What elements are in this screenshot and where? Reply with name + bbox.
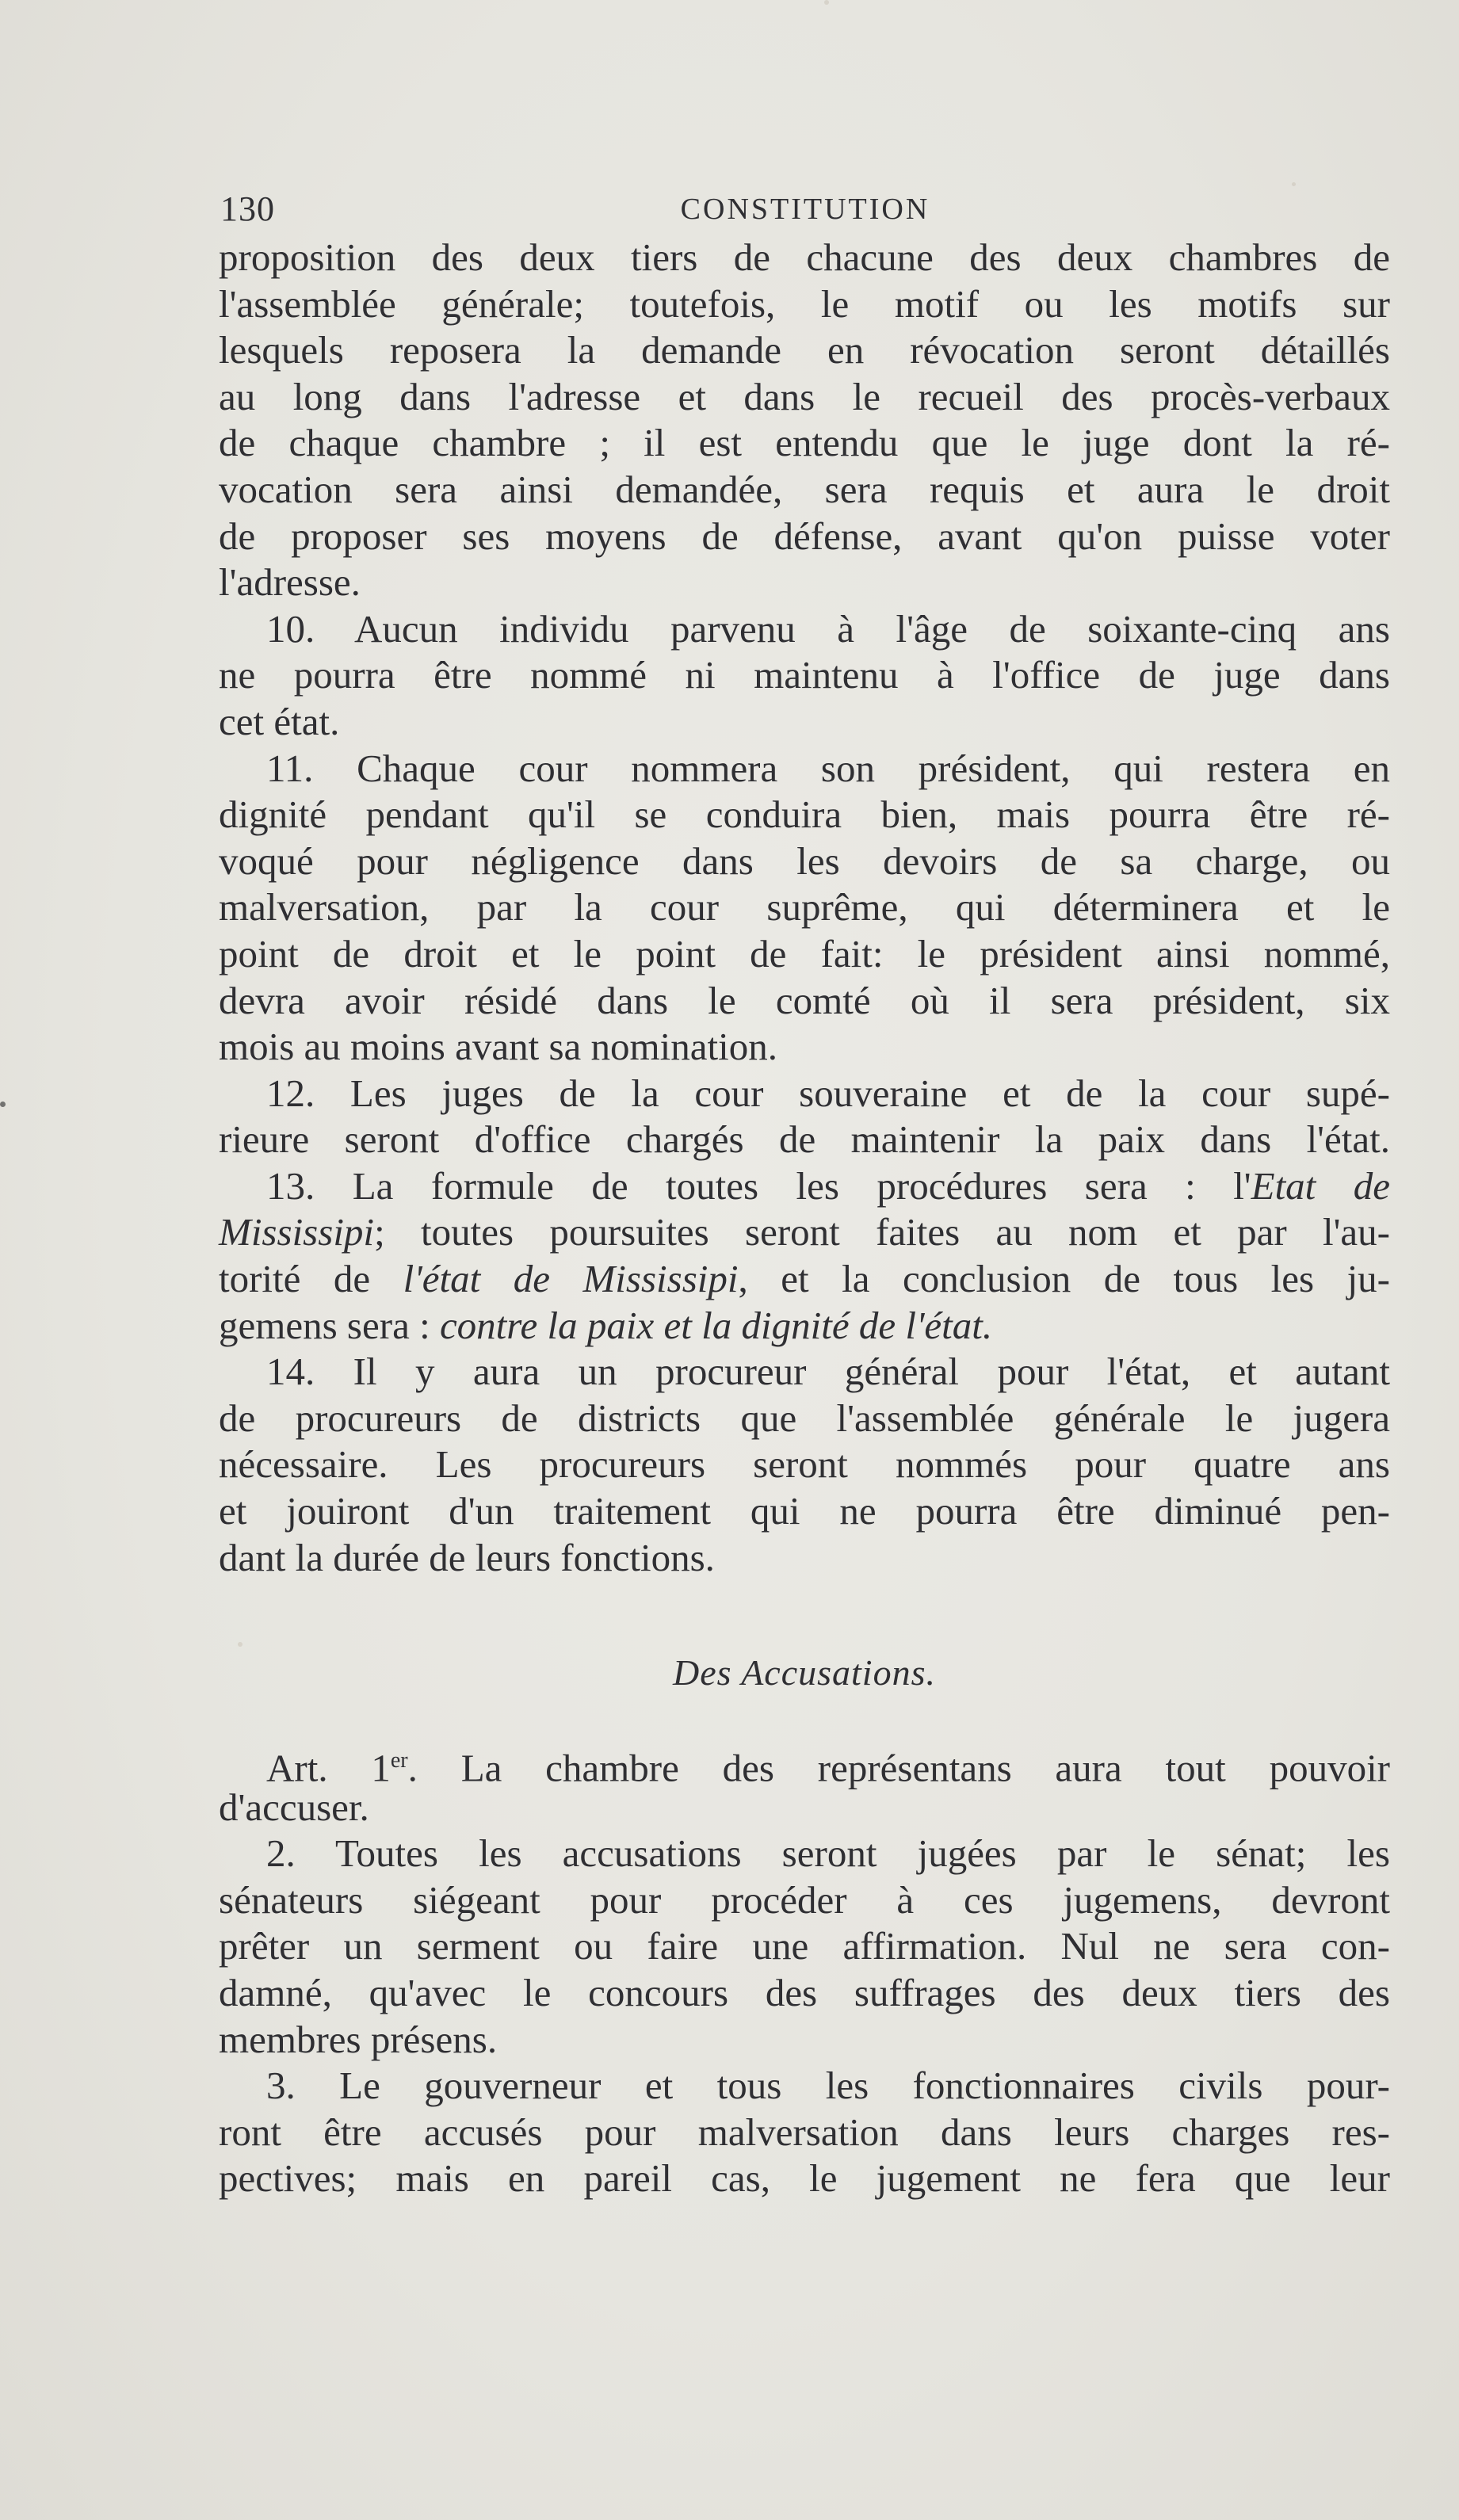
text-run: torité de	[219, 1257, 403, 1301]
text-run: 13. La formule de toutes les procédures sera : l'	[266, 1163, 1251, 1208]
text-line: damné, qu'avec le concours des suffrages des deux tiers des	[219, 1970, 1390, 2014]
text-line: ront être accusés pour malversation dans leurs charges res-	[219, 2110, 1390, 2154]
text-line: 12. Les juges de la cour souveraine et de la cour supé-	[266, 1071, 1390, 1115]
italic-text: Mississipi	[219, 1210, 375, 1254]
text-line: d'accuser.	[219, 1785, 369, 1829]
text-run: Art. 1	[266, 1746, 391, 1790]
text-line: devra avoir résidé dans le comté où il sera président, six	[219, 978, 1390, 1022]
text-line: mois au moins avant sa nomination.	[219, 1025, 777, 1069]
text-run: gemens sera :	[219, 1303, 440, 1347]
text-line	[219, 1163, 1390, 1210]
text-line: au long dans l'adresse et dans le recueil des procès-verbaux	[219, 374, 1390, 418]
text-line	[219, 1209, 1390, 1256]
italic-text: Etat de	[1251, 1163, 1390, 1208]
paper-spot	[0, 1102, 6, 1107]
text-line: proposition des deux tiers de chacune des deux chambres de	[219, 235, 1390, 279]
text-line: nécessaire. Les procureurs seront nommés pour quatre ans	[219, 1442, 1390, 1487]
italic-text: contre la paix et la dignité de l'état.	[439, 1303, 993, 1347]
text-line: dant la durée de leurs fonctions.	[219, 1535, 715, 1579]
text-line: de chaque chambre ; il est entendu que le juge dont la ré-	[219, 421, 1390, 465]
text-line: de procureurs de districts que l'assemblée générale le jugera	[219, 1396, 1390, 1440]
text-line: point de droit et le point de fait: le président ainsi nommé,	[219, 931, 1390, 976]
text-line: dignité pendant qu'il se conduira bien, mais pourra être ré-	[219, 792, 1390, 837]
text-run: ; toutes poursuites seront faites au nom et par l'au-	[374, 1210, 1390, 1254]
text-line: 14. Il y aura un procureur général pour l'état, et autant	[266, 1350, 1390, 1394]
paper-spot	[1292, 182, 1296, 186]
text-line: 10. Aucun individu parvenu à l'âge de soixante-cinq ans	[266, 606, 1390, 651]
text-line: ne pourra être nommé ni maintenu à l'office de juge dans	[219, 653, 1390, 697]
text-line: malversation, par la cour suprême, qui déterminera et le	[219, 885, 1390, 930]
text-line	[219, 1303, 1390, 1350]
text-line: sénateurs siégeant pour procéder à ces jugemens, devront	[219, 1877, 1390, 1922]
running-title: CONSTITUTION	[680, 193, 930, 226]
paper-spot	[824, 0, 829, 5]
text-line: voqué pour négligence dans les devoirs de sa charge, ou	[219, 838, 1390, 883]
superscript: er	[390, 1748, 408, 1773]
text-line: et jouiront d'un traitement qui ne pourra être diminué pen-	[219, 1489, 1390, 1533]
text-run: . La chambre des représentans aura tout pouvoir	[407, 1746, 1390, 1790]
text-run: , et la conclusion de tous les ju-	[738, 1257, 1391, 1301]
body-text-upper	[219, 235, 1390, 1581]
text-line: 3. Le gouverneur et tous les fonctionnaires civils pour-	[266, 2064, 1390, 2108]
body-text-lower	[219, 1738, 1390, 2202]
text-line: 11. Chaque cour nommera son président, qui restera en	[266, 746, 1390, 790]
text-line: lesquels reposera la demande en révocation seront détaillés	[219, 328, 1390, 372]
text-line	[219, 1738, 1390, 1790]
text-line: l'adresse.	[219, 560, 361, 605]
text-line: prêter un serment ou faire une affirmation. Nul ne sera con-	[219, 1924, 1390, 1968]
page-number: 130	[220, 189, 275, 228]
text-line	[219, 1256, 1390, 1303]
text-line: de proposer ses moyens de défense, avant qu'on puisse voter	[219, 514, 1390, 558]
text-line: l'assemblée générale; toutefois, le motif ou les motifs sur	[219, 281, 1390, 326]
section-title: Des Accusations.	[672, 1652, 936, 1693]
text-line: pectives; mais en pareil cas, le jugement ne fera que leur	[219, 2156, 1390, 2201]
paper-spot	[238, 1642, 243, 1647]
text-line: 2. Toutes les accusations seront jugées par le sénat; les	[266, 1831, 1390, 1876]
italic-text: l'état de Mississipi	[403, 1257, 739, 1301]
text-line: cet état.	[219, 699, 340, 743]
text-line: membres présens.	[219, 2017, 498, 2061]
text-line: rieure seront d'office chargés de maintenir la paix dans l'état.	[219, 1117, 1390, 1162]
text-line: vocation sera ainsi demandée, sera requis et aura le droit	[219, 467, 1390, 511]
page-header	[220, 189, 1390, 236]
